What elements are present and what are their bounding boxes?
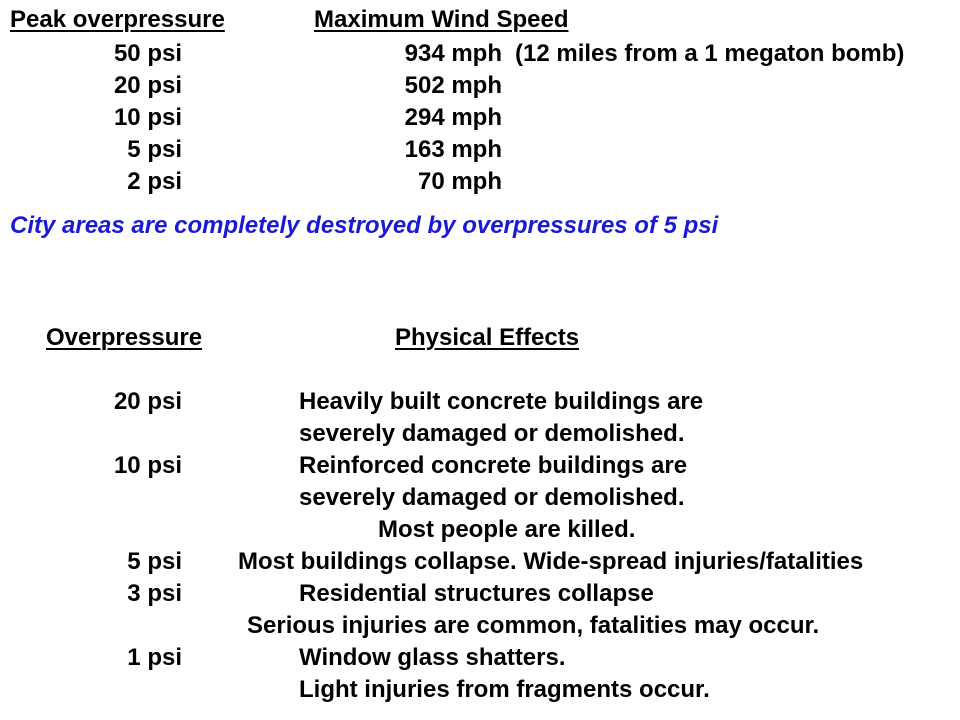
effects-row-psi: 20 psi	[113, 388, 182, 415]
effects-table-header-effects: Physical Effects	[395, 324, 580, 351]
effects-row-psi: 10 psi	[113, 452, 182, 479]
effects-table-header-overpressure: Overpressure	[46, 324, 203, 351]
effects-row-psi: 5 psi	[127, 548, 182, 575]
effects-row-psi: 1 psi	[127, 644, 182, 671]
effects-row-line: Window glass shatters.	[299, 644, 566, 671]
effects-row-line: Most people are killed.	[378, 516, 636, 543]
effects-row-line: Heavily built concrete buildings are	[299, 388, 704, 415]
effects-row-line: Serious injuries are common, fatalities may occur.	[247, 612, 820, 639]
wind-row-speed: 502 mph	[404, 72, 502, 99]
effects-row-psi: 3 psi	[127, 580, 182, 607]
wind-row-psi: 5 psi	[127, 136, 182, 163]
wind-row-psi: 20 psi	[113, 72, 182, 99]
wind-row-note: (12 miles from a 1 megaton bomb)	[515, 40, 905, 67]
wind-row-speed: 934 mph	[404, 40, 502, 67]
effects-row-line: Light injuries from fragments occur.	[299, 676, 710, 703]
effects-row-line: Reinforced concrete buildings are	[299, 452, 688, 479]
effects-row-line: Residential structures collapse	[299, 580, 654, 607]
wind-row-speed: 163 mph	[404, 136, 502, 163]
city-destruction-note: City areas are completely destroyed by overpressures of 5 psi	[10, 212, 719, 239]
wind-row-speed: 294 mph	[404, 104, 502, 131]
wind-row-psi: 2 psi	[127, 168, 182, 195]
wind-table-header-wind-speed: Maximum Wind Speed	[314, 6, 569, 33]
effects-row-line: severely damaged or demolished.	[299, 420, 685, 447]
wind-row-psi: 10 psi	[113, 104, 182, 131]
effects-row-line: Most buildings collapse. Wide-spread injuries/fatalities	[238, 548, 864, 575]
wind-table-header-overpressure: Peak overpressure	[10, 6, 225, 33]
effects-row-line: severely damaged or demolished.	[299, 484, 685, 511]
wind-row-speed: 70 mph	[417, 168, 502, 195]
wind-row-psi: 50 psi	[113, 40, 182, 67]
